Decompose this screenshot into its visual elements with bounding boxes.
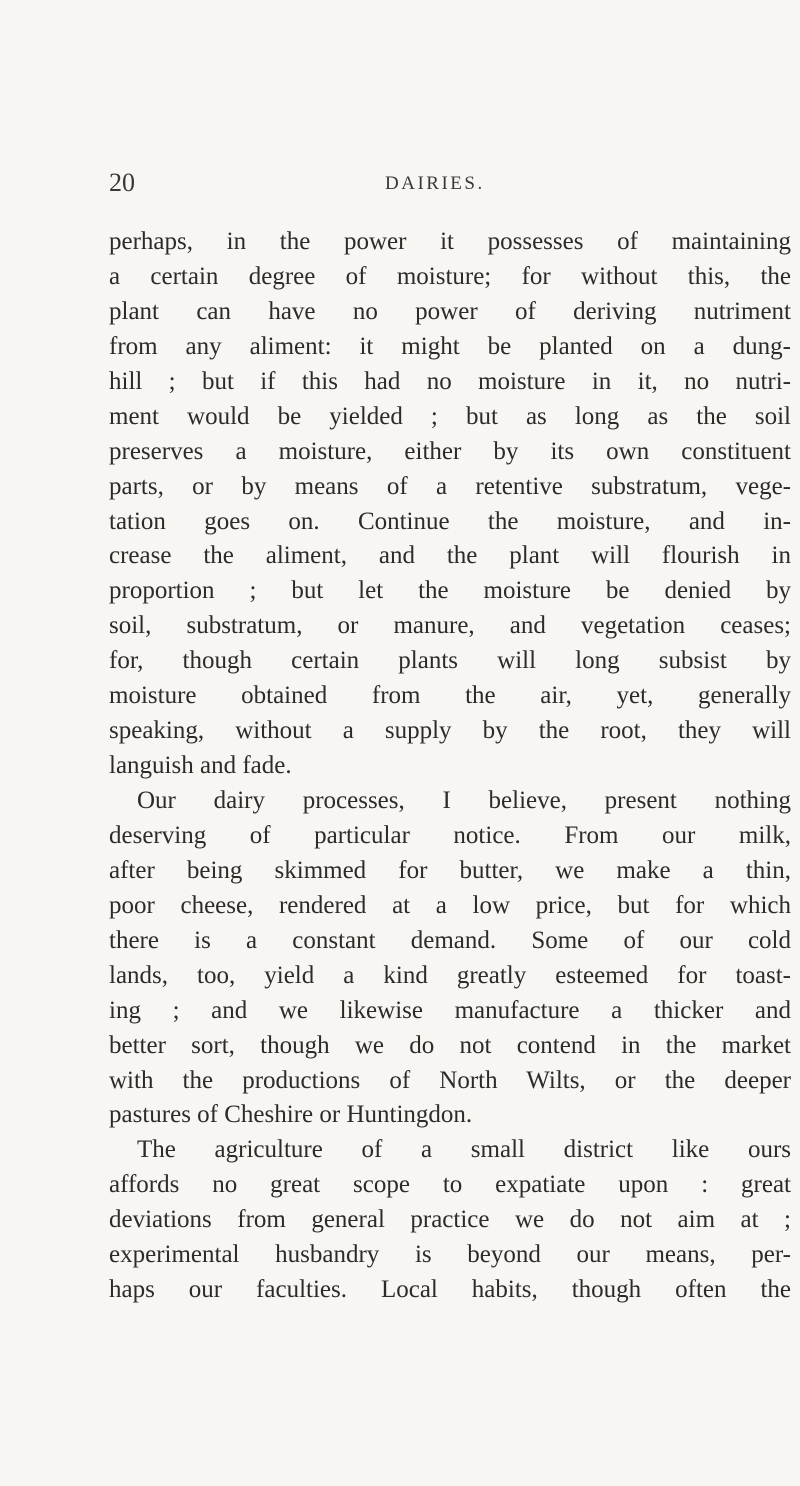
text-line: Our dairy processes, I believe, present nothing — [137, 787, 791, 814]
text-line: pastures of Cheshire or Huntingdon. — [109, 1101, 473, 1129]
text-line: with the productions of North Wilts, or the deeper — [109, 1066, 791, 1094]
text-line: lands, too, yield a kind greatly esteemed for toast- — [109, 961, 791, 989]
text-line: experimental husbandry is beyond our means, per- — [109, 1241, 791, 1269]
page-header — [0, 168, 800, 208]
text-line: affords no great scope to expatiate upon : great — [109, 1171, 791, 1199]
text-line: deserving of particular notice. From our milk, — [109, 821, 791, 849]
text-line: for, though certain plants will long subsist by — [109, 647, 791, 675]
text-line: ing ; and we likewise manufacture a thicker and — [109, 996, 791, 1024]
text-line: The agriculture of a small district like ours — [137, 1136, 791, 1164]
text-line: speaking, without a supply by the root, they will — [109, 717, 791, 745]
text-line: after being skimmed for butter, we make a thin, — [109, 856, 791, 884]
text-line: tation goes on. Continue the moisture, and in- — [109, 507, 791, 535]
text-line: from any aliment: it might be planted on a dung- — [109, 332, 791, 360]
body-text — [109, 225, 791, 1308]
text-line: better sort, though we do not contend in the market — [109, 1031, 791, 1059]
text-line: poor cheese, rendered at a low price, but for which — [109, 891, 791, 919]
page-number: 20 — [109, 168, 135, 197]
text-line: a certain degree of moisture; for without this, the — [109, 262, 791, 290]
text-line: languish and fade. — [109, 752, 292, 780]
text-line: ment would be yielded ; but as long as the soil — [109, 402, 791, 430]
text-line: crease the aliment, and the plant will flourish in — [109, 542, 791, 570]
running-head: DAIRIES. — [385, 173, 485, 194]
text-line: preserves a moisture, either by its own constituent — [109, 437, 791, 465]
text-line: moisture obtained from the air, yet, generally — [109, 682, 791, 710]
text-line: parts, or by means of a retentive substratum, vege- — [109, 472, 791, 500]
text-line: deviations from general practice we do not aim at ; — [109, 1206, 791, 1234]
text-line: haps our faculties. Local habits, though often the — [109, 1276, 791, 1304]
text-line: perhaps, in the power it possesses of maintaining — [109, 228, 791, 255]
text-line: there is a constant demand. Some of our cold — [109, 926, 791, 954]
text-line: proportion ; but let the moisture be denied by — [109, 577, 791, 605]
text-line: hill ; but if this had no moisture in it, no nutri- — [109, 367, 791, 395]
text-line: soil, substratum, or manure, and vegetation ceases; — [109, 612, 791, 640]
text-line: plant can have no power of deriving nutriment — [109, 297, 791, 325]
